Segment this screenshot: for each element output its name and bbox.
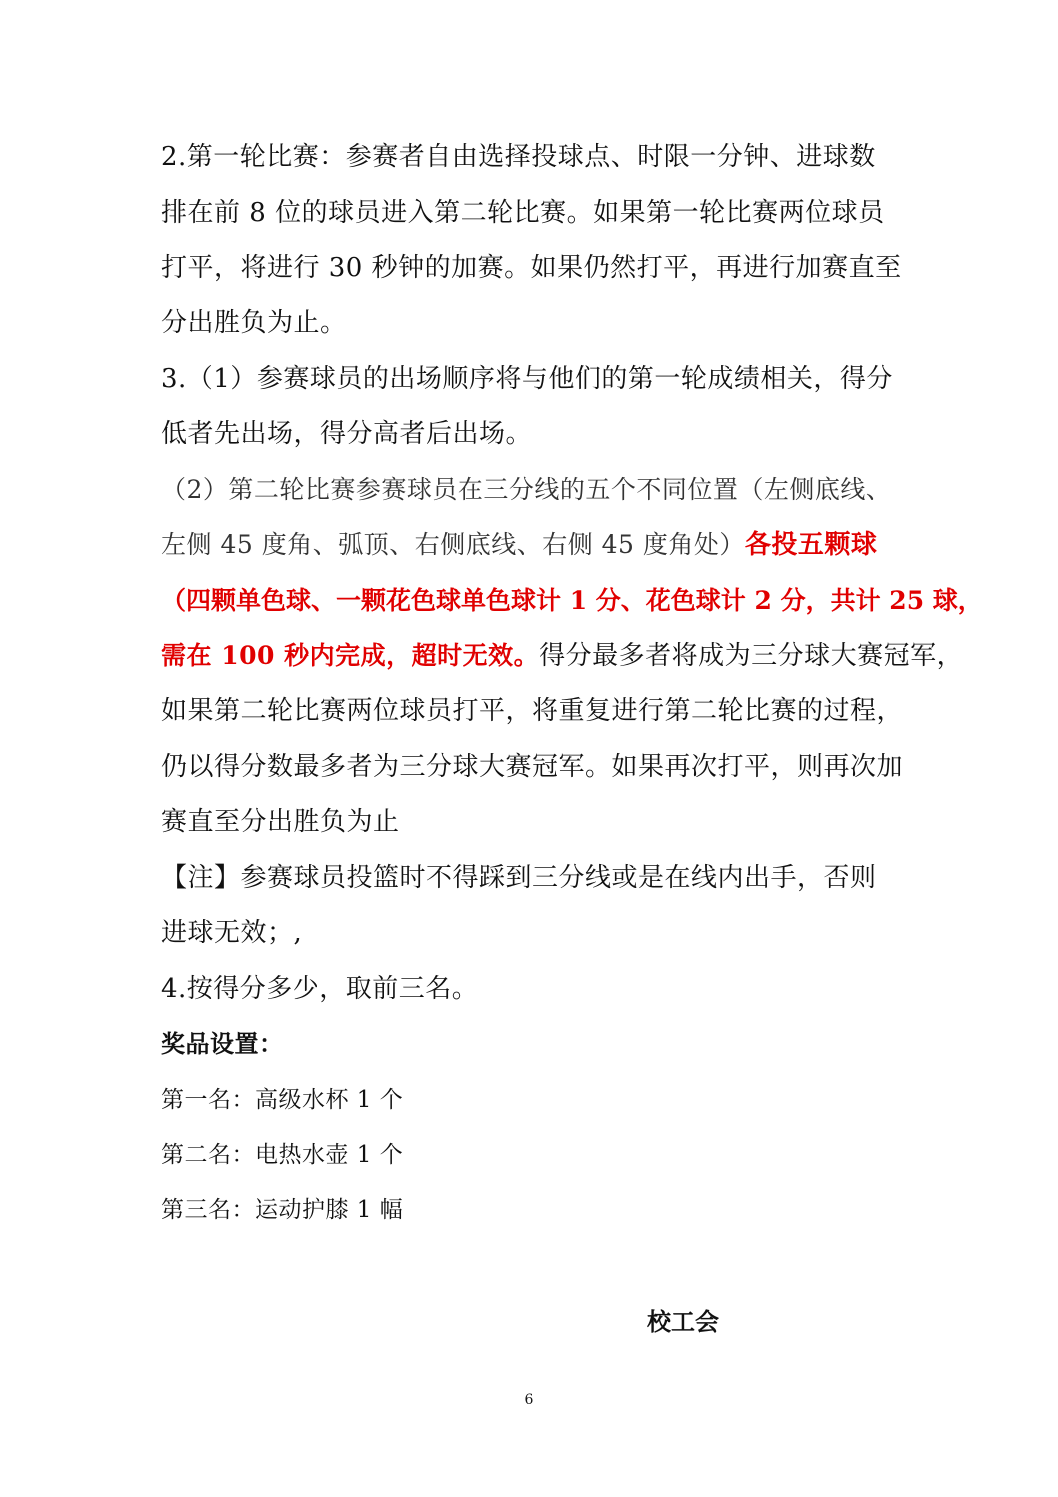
rule-3-1-line-2: 低者先出场，得分高者后出场。 [161, 419, 533, 449]
prize-third: 第三名：运动护膝 1 幅 [161, 1197, 404, 1223]
prize-second: 第二名：电热水壶 1 个 [161, 1142, 404, 1168]
rule-3-2-line-4 [161, 639, 963, 673]
rule-3-2-highlight-time: 需在 100 秒内完成，超时无效。 [161, 641, 540, 670]
rule-3-2-line-6: 仍以得分数最多者为三分球大赛冠军。如果再次打平，则再次加 [161, 752, 904, 782]
rule-3-2-line-1: （2）第二轮比赛参赛球员在三分线的五个不同位置（左侧底线、 [161, 475, 892, 504]
rule-3-2-line-5: 如果第二轮比赛两位球员打平，将重复进行第二轮比赛的过程， [161, 696, 904, 726]
rule-3-1-line-1: 3.（1）参赛球员的出场顺序将与他们的第一轮成绩相关，得分 [161, 364, 893, 394]
rule-3-2-highlight-balls: （四颗单色球、一颗花色球单色球计 1 分、花色球计 2 分，共计 25 球， [161, 586, 983, 615]
rule-2-line-4: 分出胜负为止。 [161, 308, 347, 338]
rule-2-line-1: 2.第一轮比赛：参赛者自由选择投球点、时限一分钟、进球数 [161, 142, 876, 172]
rule-3-2-line-7: 赛直至分出胜负为止 [161, 807, 400, 837]
rule-4: 4.按得分多少，取前三名。 [161, 974, 479, 1004]
rule-3-2-highlight-shots: 各投五颗球 [744, 530, 878, 560]
prizes-heading: 奖品设置： [161, 1029, 284, 1058]
note-line-2: 进球无效；, [161, 918, 303, 948]
note-line-1: 【注】参赛球员投篮时不得踩到三分线或是在线内出手，否则 [161, 863, 877, 893]
rule-2-line-3: 打平，将进行 30 秒钟的加赛。如果仍然打平，再进行加赛直至 [161, 253, 902, 283]
rule-3-2-line-2 [161, 528, 877, 562]
rule-3-2-positions: 左侧 45 度角、弧顶、右侧底线、右侧 45 度角处） [161, 530, 745, 559]
rule-2-line-2: 排在前 8 位的球员进入第二轮比赛。如果第一轮比赛两位球员 [161, 198, 885, 228]
prize-first: 第一名：高级水杯 1 个 [161, 1087, 404, 1113]
rule-3-2-champion: 得分最多者将成为三分球大赛冠军， [539, 641, 964, 671]
organizer-signature: 校工会 [647, 1307, 719, 1336]
page-number: 6 [524, 1392, 534, 1408]
